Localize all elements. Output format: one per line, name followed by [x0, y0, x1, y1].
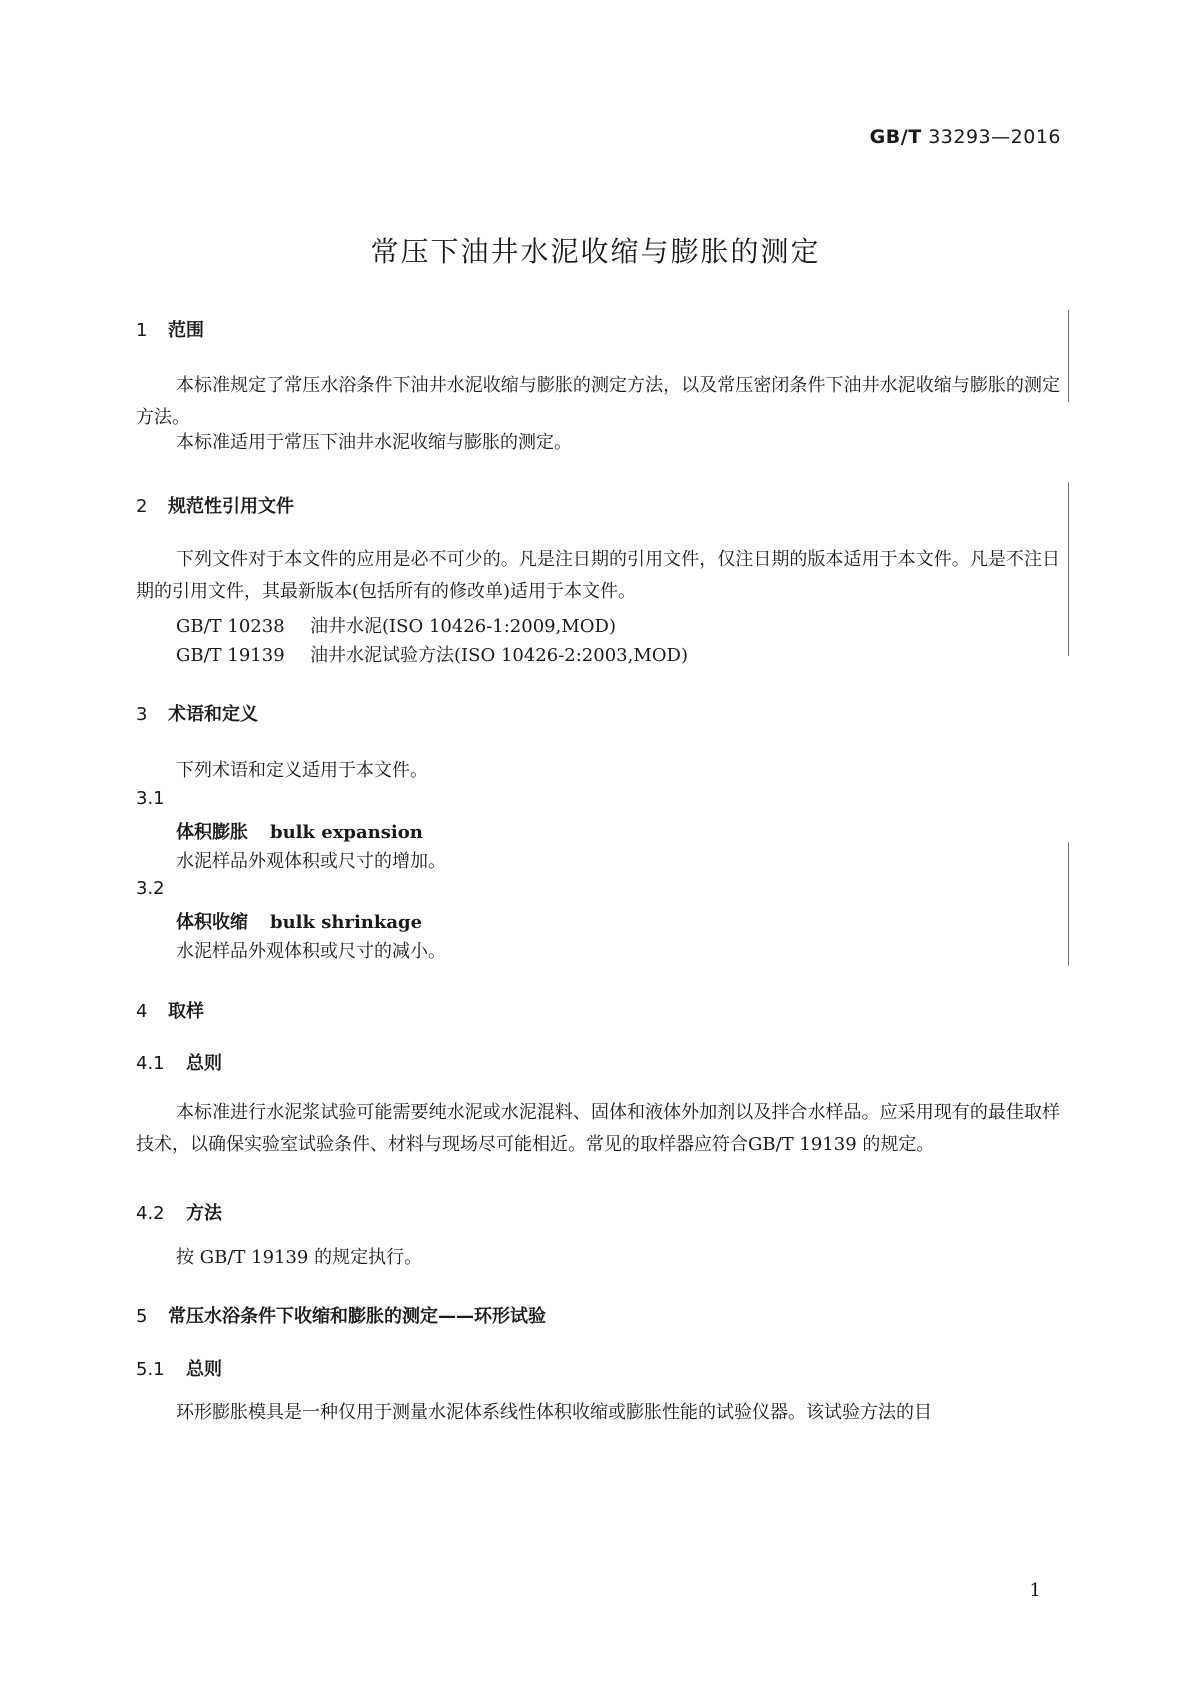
standard-code: GB/T 33293—2016	[869, 126, 1061, 148]
page-number: 1	[1029, 1580, 1041, 1601]
section-5-1-paragraph-1: 环形膨胀模具是一种仅用于测量水泥体系线性体积收缩或膨胀性能的试验仪器。该试验方法的目	[176, 1402, 932, 1423]
section-2-heading: 2 规范性引用文件	[136, 496, 294, 517]
section-3-heading: 3 术语和定义	[136, 704, 258, 725]
section-4-1-paragraph-1: 本标准进行水泥浆试验可能需要纯水泥或水泥混料、固体和液体外加剂以及拌合水样品。应采用现有的最佳取样技术，以确保实验室试验条件、材料与现场尽可能相近。常见的取样器应符合GB/T 19139 的规定。	[136, 1102, 1060, 1155]
section-4-1-heading: 4.1 总则	[136, 1053, 222, 1074]
section-4-2-paragraph-1: 按 GB/T 19139 的规定执行。	[176, 1247, 423, 1268]
reference-item: GB/T 19139 油井水泥试验方法(ISO 10426-2:2003,MOD)	[176, 645, 688, 666]
term-definition: 水泥样品外观体积或尺寸的增加。	[176, 851, 446, 872]
change-bar	[1068, 842, 1069, 966]
section-4-heading: 4 取样	[136, 1001, 204, 1022]
reference-item: GB/T 10238 油井水泥(ISO 10426-1:2009,MOD)	[176, 616, 616, 637]
change-bar	[1068, 482, 1069, 656]
term-number: 3.2	[136, 878, 165, 899]
term-title: 体积收缩 bulk shrinkage	[176, 912, 423, 933]
term-number: 3.1	[136, 788, 165, 809]
section-3-paragraph-1: 下列术语和定义适用于本文件。	[176, 760, 428, 781]
section-1-paragraph-1: 本标准规定了常压水浴条件下油井水泥收缩与膨胀的测定方法，以及常压密闭条件下油井水泥收缩与膨胀的测定方法。	[136, 375, 1060, 428]
section-1-paragraph-2: 本标准适用于常压下油井水泥收缩与膨胀的测定。	[176, 432, 572, 453]
section-5-heading: 5 常压水浴条件下收缩和膨胀的测定——环形试验	[136, 1306, 546, 1327]
term-title: 体积膨胀 bulk expansion	[176, 822, 423, 843]
term-definition: 水泥样品外观体积或尺寸的减小。	[176, 941, 446, 962]
section-2-paragraph-1: 下列文件对于本文件的应用是必不可少的。凡是注日期的引用文件，仅注日期的版本适用于本文件。凡是不注日期的引用文件，其最新版本(包括所有的修改单)适用于本文件。	[136, 549, 1060, 602]
change-bar	[1068, 310, 1069, 402]
section-1-heading: 1 范围	[136, 320, 204, 341]
section-5-1-heading: 5.1 总则	[136, 1359, 222, 1380]
section-4-2-heading: 4.2 方法	[136, 1203, 222, 1224]
document-title: 常压下油井水泥收缩与膨胀的测定	[370, 235, 821, 268]
